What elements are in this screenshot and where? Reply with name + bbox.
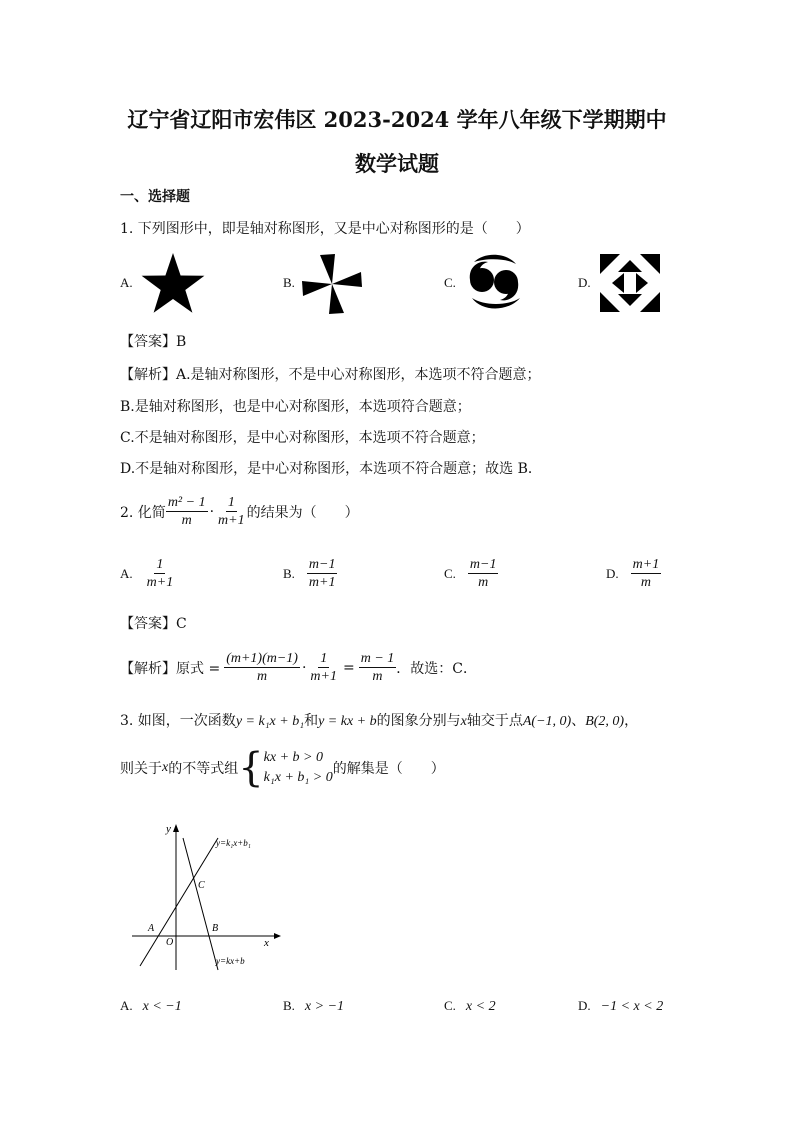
q2-option-c-den: m	[478, 575, 489, 590]
q1-answer: 【答案】B	[120, 334, 187, 350]
x-axis-arrow-icon	[274, 933, 281, 939]
q2-option-c-label: C.	[444, 565, 456, 581]
q3-option-d	[578, 998, 663, 1015]
q3-point-b: B(2, 0)	[585, 714, 625, 729]
q3-option-a-text: x < −1	[142, 999, 182, 1014]
q1-option-c-label: C.	[444, 275, 456, 290]
q2-analysis-frac3-den: m	[372, 669, 383, 684]
q2-analysis-frac2-num: 1	[320, 651, 328, 666]
q2-analysis-prefix: 【解析】原式 =	[120, 660, 221, 677]
q2-option-b-den: m+1	[308, 575, 336, 590]
q2-analysis-suffix: ．故选：C．	[396, 660, 477, 677]
q3-point-a: A(−1, 0)	[522, 714, 572, 729]
inequality-system	[264, 748, 333, 788]
q3-eq1: y = k₁x + b₁	[235, 714, 305, 729]
q1-analysis-line3: C.不是轴对称图形，是中心对称图形，本选项不符合题意；	[120, 430, 485, 446]
section-heading: 一、选择题	[120, 189, 190, 205]
label-y: y	[166, 823, 171, 835]
q2-option-d-label: D.	[606, 565, 619, 581]
q3-line2-b: 的不等式组	[168, 761, 239, 777]
q3-option-c-text: x < 2	[465, 999, 496, 1014]
q3-option-d-text: −1 < x < 2	[600, 999, 664, 1014]
inequality-1: kx + b > 0	[263, 750, 323, 765]
q3-text-a: 3. 如图，一次函数	[120, 713, 236, 729]
triangle-pattern-icon	[598, 252, 662, 314]
q3-end: ，	[624, 713, 639, 729]
q3-line2	[120, 745, 445, 791]
label-origin: O	[166, 937, 174, 948]
q2-fraction-1	[166, 494, 208, 529]
inequality-2: k₁x + b₁ > 0	[263, 770, 333, 785]
system-brace: {	[238, 745, 264, 791]
label-x: x	[264, 937, 269, 949]
q3-line1	[120, 710, 638, 730]
q2-stem	[120, 494, 359, 529]
q3-eq2: y = kx + b	[318, 714, 377, 729]
q2-analysis-dot: ·	[301, 659, 307, 676]
q2-prefix: 2. 化简	[120, 504, 166, 521]
label-line-1: y=k₁x+b₁	[216, 838, 251, 848]
pinwheel-icon	[300, 252, 364, 316]
label-point-c: C	[198, 880, 205, 891]
q3-function-graph	[128, 820, 288, 975]
q2-analysis-frac1-den: m	[257, 669, 268, 684]
q2-option-b	[283, 556, 337, 591]
label-line-2: y=kx+b	[216, 956, 245, 966]
q2-suffix: 的结果为（ ）	[246, 504, 359, 521]
q2-dot: ·	[209, 503, 215, 520]
q3-option-d-label: D.	[578, 998, 591, 1013]
q2-option-c-num: m−1	[469, 557, 497, 572]
q3-x-var: x	[460, 714, 467, 729]
line-k1x-b1	[140, 838, 218, 966]
q2-option-d-num: m+1	[632, 557, 660, 572]
q3-text-c: 轴交于点	[466, 713, 523, 729]
q3-option-a	[120, 998, 182, 1015]
q2-analysis-equals: =	[342, 659, 355, 676]
q2-option-b-label: B.	[283, 565, 295, 581]
q3-sep: 、	[571, 713, 586, 729]
label-point-b: B	[212, 923, 219, 934]
q2-option-d-den: m	[640, 575, 651, 590]
q2-answer: 【答案】C	[120, 616, 187, 632]
q1-stem: 1. 下列图形中，即是轴对称图形，又是中心对称图形的是（ ）	[120, 221, 530, 237]
q2-analysis-frac1-num: (m+1)(m−1)	[226, 651, 298, 666]
q2-option-b-num: m−1	[308, 557, 336, 572]
q2-frac2-denominator: m+1	[218, 513, 245, 528]
q2-fraction-2	[216, 494, 247, 529]
q2-analysis-frac2-den: m+1	[310, 669, 337, 684]
q2-frac1-denominator: m	[181, 513, 192, 528]
q1-analysis-line1: 【解析】A.是轴对称图形，不是中心对称图形，本选项不符合题意；	[120, 367, 541, 383]
q3-option-b	[283, 998, 344, 1015]
q1-analysis-line4: D.不是轴对称图形，是中心对称图形，本选项不符合题意；故选 B．	[120, 461, 542, 477]
q3-option-a-label: A.	[120, 998, 133, 1013]
q3-option-c-label: C.	[444, 998, 456, 1013]
five-point-star-icon	[140, 252, 206, 316]
label-point-a: A	[148, 923, 155, 934]
q2-analysis	[120, 650, 477, 685]
q2-option-a-num: 1	[156, 557, 164, 572]
q2-option-d	[606, 556, 661, 591]
q3-text-b: 的图象分别与	[376, 713, 461, 729]
q2-frac1-numerator: m² − 1	[167, 495, 206, 510]
q3-option-b-text: x > −1	[304, 999, 345, 1014]
q2-option-a-label: A.	[120, 565, 133, 581]
q3-line2-x: x	[162, 760, 169, 775]
q3-line2-c: 的解集是（ ）	[332, 761, 445, 777]
q1-analysis-line2: B.是轴对称图形，也是中心对称图形，本选项符合题意；	[120, 399, 471, 415]
q2-option-c	[444, 556, 498, 591]
q2-frac2-numerator: 1	[227, 495, 235, 510]
document-title-line1: 辽宁省辽阳市宏伟区 2023-2024 学年八年级下学期期中	[127, 107, 667, 132]
document-title-line2: 数学试题	[355, 151, 439, 176]
q3-text-and: 和	[304, 713, 319, 729]
y-axis-arrow-icon	[173, 824, 179, 832]
line-kx-b	[183, 838, 218, 970]
q1-option-d-label: D.	[578, 275, 591, 290]
q3-option-c	[444, 998, 496, 1015]
q1-option-b-label: B.	[283, 275, 295, 290]
q1-option-a-label: A.	[120, 275, 133, 290]
q3-option-b-label: B.	[283, 998, 295, 1013]
q2-option-a	[120, 556, 175, 591]
q2-analysis-frac3-num: m − 1	[360, 651, 395, 666]
comma-swirl-icon	[462, 250, 528, 316]
q2-option-a-den: m+1	[146, 575, 174, 590]
q3-line2-a: 则关于	[120, 761, 162, 777]
